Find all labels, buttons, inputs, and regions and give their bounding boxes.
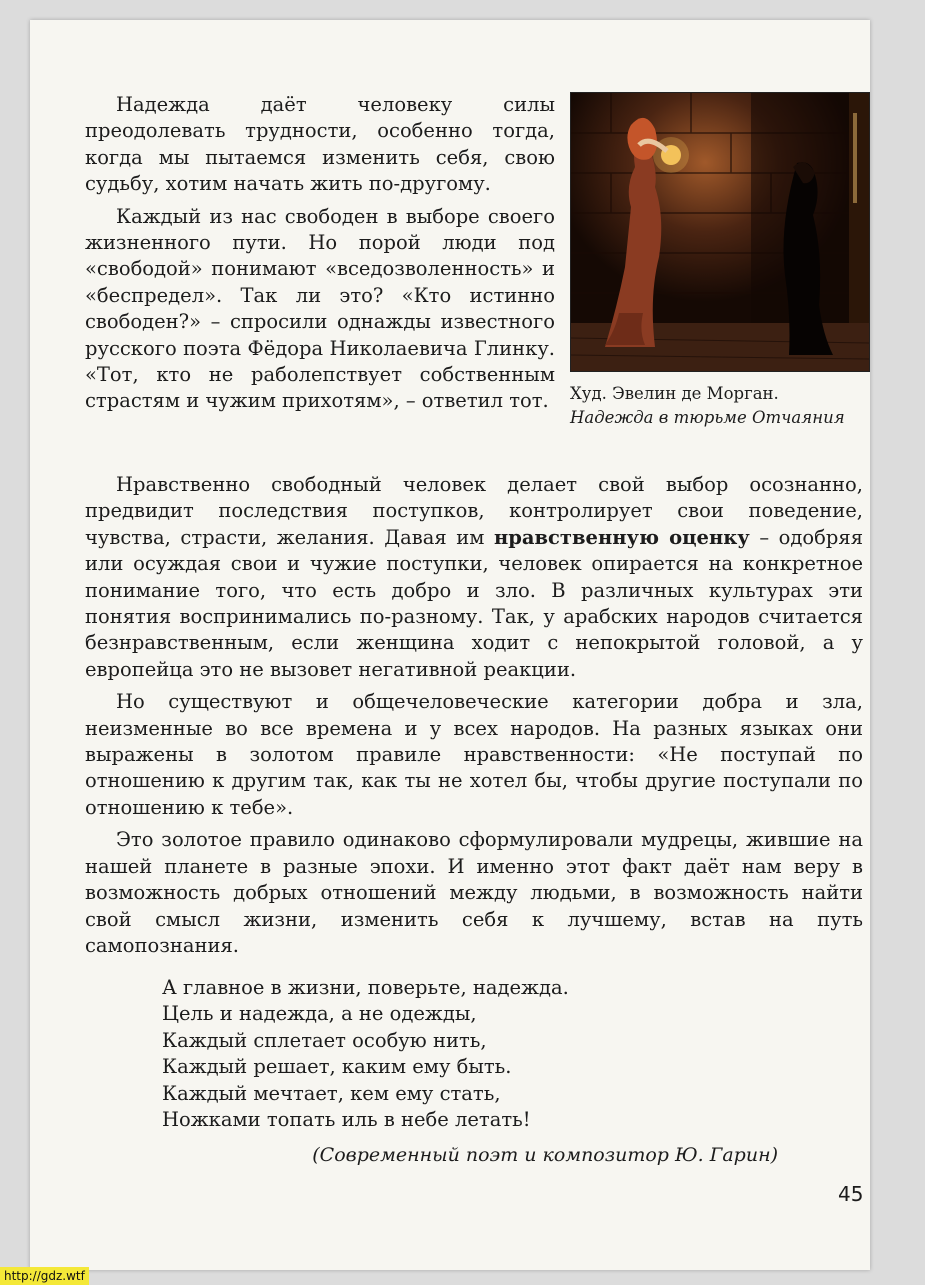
- poem: [162, 975, 569, 1133]
- painting-figure: [570, 92, 868, 430]
- page-number: 45: [838, 1182, 864, 1206]
- poem-attribution: (Современный поэт и композитор Ю. Гарин): [312, 1144, 778, 1166]
- poem-line: Ножками топать иль в небе летать!: [162, 1108, 531, 1132]
- poem-line: Каждый мечтает, кем ему стать,: [162, 1081, 501, 1105]
- poem-line: А главное в жизни, поверьте, надежда.: [162, 976, 569, 999]
- textbook-page: [30, 20, 870, 1270]
- caption-artist: Худ. Эвелин де Морган.: [570, 384, 779, 403]
- poem-line: Цель и надежда, а не одежды,: [162, 1002, 477, 1026]
- intro-text: [85, 92, 555, 415]
- main-text: [85, 472, 863, 959]
- painting-caption: [570, 382, 868, 430]
- paragraph-hope: Надежда даёт человеку силы преодолевать трудности, особенно тогда, когда мы пытаемся изменить себя, свою судьбу, хотим начать жить по-другому.: [85, 93, 555, 196]
- painting-image: [570, 92, 870, 372]
- paragraph-golden-rule: Но существуют и общечеловеческие категории добра и зла, неизменные во все времена и у всех народов. На разных языках они выражены в золотом правиле нравственности: «Не поступай по отношению к другим так, как ты не хотел бы, чтобы другие поступали по отношению к тебе».: [85, 690, 863, 819]
- paragraph-sages: Это золотое правило одинаково сформулировали мудрецы, жившие на нашей планете в разные эпохи. И именно этот факт даёт нам веру в возможность добрых отношений между людьми, в возможность найти свой смысл жизни, изменить себя к лучшему, встав на путь самопознания.: [85, 828, 863, 957]
- poem-line: Каждый сплетает особую нить,: [162, 1028, 487, 1052]
- source-url-link[interactable]: http://gdz.wtf: [0, 1267, 89, 1285]
- paragraph-moral-choice: [85, 472, 863, 683]
- poem-line: Каждый решает, каким ему быть.: [162, 1055, 512, 1079]
- paragraph-moral-choice-end: – одобряя или осуждая свои и чужие поступки, человек опирается на конкретное понимание того, что есть добро и зло. В различных культурах эти понятия воспринимались по-разному. Так, у арабских народов считается безнравственным, если женщина ходит с непокрытой головой, а у европейца это не вызовет негативной реакции.: [85, 525, 863, 681]
- caption-title: Надежда в тюрьме Отчаяния: [570, 408, 845, 427]
- paragraph-freedom: Каждый из нас свободен в выборе своего жизненного пути. Но порой люди под «свободой» понимают «вседозволенность» и «беспредел». Так ли это? «Кто истинно свободен?» – спросили однажды известного русского поэта Фёдора Николаевича Глинку. «Тот, кто не раболепствует собственным страстям и чужим прихотям», – ответил тот.: [85, 204, 555, 413]
- paragraph-moral-choice-start: Нравственно свободный человек делает свой выбор осознанно, предвидит последствия поступков, контролирует свои поведение, чувства, страсти, желания. Давая им: [85, 473, 863, 549]
- painting-illustration: [571, 93, 869, 371]
- term-moral-evaluation: нравственную оценку: [493, 525, 750, 549]
